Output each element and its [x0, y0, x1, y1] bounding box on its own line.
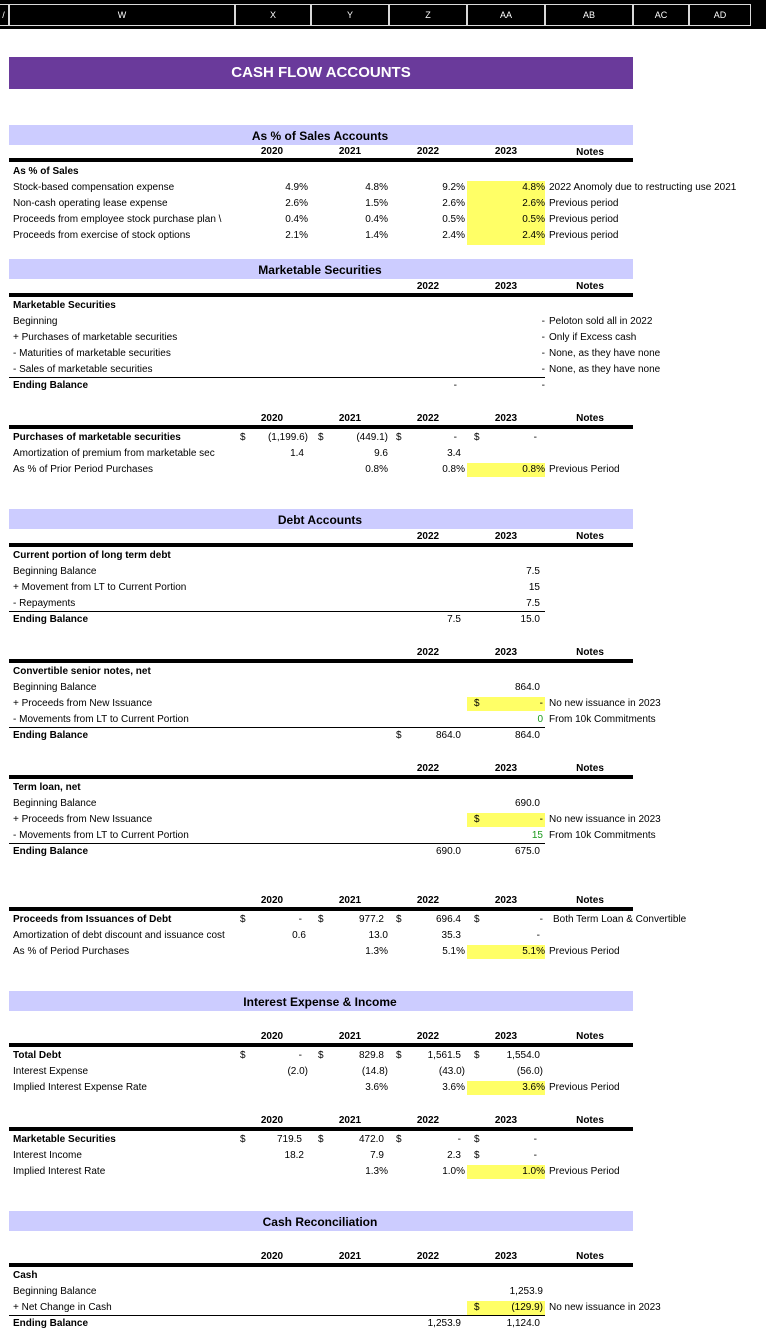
year-label: 2021: [338, 1031, 362, 1042]
row-label[interactable]: Amortization of debt discount and issuance cost: [13, 930, 225, 941]
notes-header: Notes: [576, 1115, 604, 1126]
section-label: As % of Sales: [13, 166, 79, 177]
cell-value[interactable]: (14.8): [361, 1066, 388, 1077]
row-label[interactable]: As % of Prior Period Purchases: [13, 464, 154, 475]
currency-symbol: $: [474, 914, 480, 925]
currency-symbol: $: [396, 730, 402, 741]
year-label: 2023: [494, 763, 518, 774]
cell-value[interactable]: 3.6%: [365, 1082, 388, 1093]
cell-value[interactable]: -: [298, 914, 302, 925]
cell-value[interactable]: 0.4%: [365, 214, 388, 225]
cell-value[interactable]: (449.1): [356, 432, 388, 443]
year-label: 2021: [338, 146, 362, 157]
cell-value[interactable]: 2.4%: [522, 230, 545, 241]
currency-symbol: $: [474, 1150, 480, 1161]
column-header-ab[interactable]: AB: [545, 4, 633, 26]
currency-symbol: $: [474, 814, 480, 825]
cell-value[interactable]: 1.0%: [522, 1166, 545, 1177]
cell-value[interactable]: 1,561.5: [427, 1050, 461, 1061]
notes-header: Notes: [576, 531, 604, 542]
cell-value[interactable]: 1,554.0: [506, 1050, 540, 1061]
cell-value[interactable]: (2.0): [287, 1066, 308, 1077]
year-label: 2020: [260, 1115, 284, 1126]
header-rule: [9, 543, 633, 547]
year-label: 2022: [416, 1251, 440, 1262]
currency-symbol: $: [474, 1134, 480, 1145]
cell-value[interactable]: 0.8%: [442, 464, 465, 475]
cell-value[interactable]: -: [536, 930, 540, 941]
row-label[interactable]: - Maturities of marketable securities: [13, 348, 171, 359]
debt-section-title: Debt Accounts: [277, 513, 363, 527]
row-label[interactable]: Stock-based compensation expense: [13, 182, 175, 193]
year-label: 2022: [416, 1115, 440, 1126]
section-label: Marketable Securities: [13, 300, 116, 311]
cell-value[interactable]: -: [298, 1050, 302, 1061]
cell-value[interactable]: -: [453, 432, 457, 443]
row-label[interactable]: Implied Interest Expense Rate: [13, 1082, 147, 1093]
year-label: 2022: [416, 531, 440, 542]
row-label[interactable]: Non-cash operating lease expense: [13, 198, 168, 209]
row-label[interactable]: Purchases of marketable securities: [13, 432, 181, 443]
currency-symbol: $: [318, 914, 324, 925]
cell-value[interactable]: -: [539, 914, 543, 925]
row-label[interactable]: - Movements from LT to Current Portion: [13, 714, 189, 725]
cell-value[interactable]: 0.5%: [442, 214, 465, 225]
currency-symbol: $: [474, 1050, 480, 1061]
row-label[interactable]: Amortization of premium from marketable sec: [13, 448, 215, 459]
row-label[interactable]: - Repayments: [13, 598, 76, 609]
currency-symbol: $: [240, 1050, 246, 1061]
year-label: 2021: [338, 413, 362, 424]
cell-value[interactable]: -: [539, 698, 543, 709]
cell-value[interactable]: -: [533, 1134, 537, 1145]
row-note[interactable]: Previous period: [549, 230, 619, 241]
row-note[interactable]: Both Term Loan & Convertible: [553, 914, 687, 925]
cell-value[interactable]: 690.0: [435, 846, 461, 857]
currency-symbol: $: [396, 1050, 402, 1061]
cell-value[interactable]: -: [533, 1150, 537, 1161]
column-header-w[interactable]: W: [9, 4, 235, 26]
row-note[interactable]: Only if Excess cash: [549, 332, 637, 343]
row-note[interactable]: From 10k Commitments: [549, 830, 656, 841]
ending-label: Ending Balance: [13, 730, 89, 741]
row-label[interactable]: Beginning Balance: [13, 798, 97, 809]
currency-symbol: $: [474, 432, 480, 443]
cell-value[interactable]: 864.0: [435, 730, 461, 741]
section-label: Cash: [13, 1270, 38, 1281]
interest-section-title: Interest Expense & Income: [243, 995, 397, 1009]
subtotal-rule: [9, 1315, 545, 1316]
cell-value[interactable]: 2.4%: [442, 230, 465, 241]
currency-symbol: $: [240, 914, 246, 925]
year-label: 2023: [494, 1031, 518, 1042]
row-note[interactable]: No new issuance in 2023: [549, 1302, 661, 1313]
currency-symbol: $: [240, 432, 246, 443]
row-label[interactable]: Beginning Balance: [13, 1286, 97, 1297]
cell-value[interactable]: 7.5: [526, 598, 540, 609]
column-header-aa[interactable]: AA: [467, 4, 545, 26]
year-label: 2021: [338, 1251, 362, 1262]
row-note[interactable]: 2022 Anomoly due to restructing use 2021: [549, 182, 737, 193]
year-label: 2022: [416, 1031, 440, 1042]
notes-header: Notes: [576, 1031, 604, 1042]
column-header-x[interactable]: X: [235, 4, 311, 26]
row-label[interactable]: Beginning: [13, 316, 58, 327]
cell-value[interactable]: 15.0: [520, 614, 540, 625]
year-label: 2022: [416, 647, 440, 658]
cell-value[interactable]: -: [453, 380, 457, 391]
column-header-z[interactable]: Z: [389, 4, 467, 26]
section-label: Current portion of long term debt: [13, 550, 171, 561]
row-label[interactable]: - Movements from LT to Current Portion: [13, 830, 189, 841]
year-label: 2020: [260, 895, 284, 906]
column-header-v[interactable]: /: [0, 4, 9, 26]
column-header-bar: [0, 0, 766, 29]
cell-value[interactable]: 2.6%: [522, 198, 545, 209]
notes-header: Notes: [576, 147, 604, 158]
year-label: 2022: [416, 146, 440, 157]
row-note[interactable]: Previous Period: [549, 1082, 620, 1093]
header-rule: [9, 293, 633, 297]
cell-value[interactable]: (129.9): [511, 1302, 543, 1313]
cell-value[interactable]: 3.4: [447, 448, 461, 459]
row-label[interactable]: - Sales of marketable securities: [13, 364, 153, 375]
notes-header: Notes: [576, 281, 604, 292]
ending-label: Ending Balance: [13, 1318, 89, 1329]
ending-label: Ending Balance: [13, 846, 89, 857]
year-label: 2023: [494, 1251, 518, 1262]
cell-value[interactable]: 864.0: [514, 682, 540, 693]
row-label[interactable]: As % of Period Purchases: [13, 946, 130, 957]
row-label[interactable]: Beginning Balance: [13, 682, 97, 693]
row-note[interactable]: Peloton sold all in 2022: [549, 316, 653, 327]
year-label: 2021: [338, 895, 362, 906]
cell-value[interactable]: 3.6%: [522, 1082, 545, 1093]
cell-value[interactable]: 1.3%: [365, 946, 388, 957]
header-rule: [9, 1127, 633, 1131]
mkt-section-title: Marketable Securities: [258, 263, 382, 277]
header-rule: [9, 775, 633, 779]
row-note[interactable]: Previous period: [549, 214, 619, 225]
row-label[interactable]: + Purchases of marketable securities: [13, 332, 178, 343]
cash-section-title: Cash Reconciliation: [262, 1215, 378, 1229]
cell-value[interactable]: 0.4%: [285, 214, 308, 225]
cell-value[interactable]: 675.0: [514, 846, 540, 857]
cell-value[interactable]: 2.6%: [442, 198, 465, 209]
column-header-ad[interactable]: AD: [689, 4, 751, 26]
cell-value[interactable]: 0.8%: [522, 464, 545, 475]
cell-value[interactable]: (43.0): [438, 1066, 465, 1077]
cell-value[interactable]: 4.8%: [365, 182, 388, 193]
currency-symbol: $: [318, 432, 324, 443]
currency-symbol: $: [396, 432, 402, 443]
cell-value[interactable]: 1.4: [290, 448, 304, 459]
notes-header: Notes: [576, 413, 604, 424]
cell-value[interactable]: 0.5%: [522, 214, 545, 225]
cell-value[interactable]: -: [539, 814, 543, 825]
row-label[interactable]: + Proceeds from New Issuance: [13, 698, 153, 709]
cell-value[interactable]: 15: [528, 582, 540, 593]
row-note[interactable]: Previous Period: [549, 464, 620, 475]
cell-value[interactable]: 18.2: [284, 1150, 304, 1161]
year-label: 2023: [494, 647, 518, 658]
cell-value[interactable]: -: [541, 332, 545, 343]
row-note[interactable]: Previous Period: [549, 946, 620, 957]
row-note[interactable]: Previous Period: [549, 1166, 620, 1177]
column-header-y[interactable]: Y: [311, 4, 389, 26]
row-label[interactable]: + Movement from LT to Current Portion: [13, 582, 187, 593]
year-label: 2022: [416, 413, 440, 424]
section-label: Convertible senior notes, net: [13, 666, 151, 677]
year-label: 2023: [494, 413, 518, 424]
year-label: 2020: [260, 1031, 284, 1042]
row-label[interactable]: Implied Interest Rate: [13, 1166, 106, 1177]
row-note[interactable]: From 10k Commitments: [549, 714, 656, 725]
cell-value[interactable]: 4.8%: [522, 182, 545, 193]
cell-value[interactable]: -: [541, 316, 545, 327]
currency-symbol: $: [474, 698, 480, 709]
currency-symbol: $: [318, 1134, 324, 1145]
header-rule: [9, 659, 633, 663]
row-label[interactable]: Marketable Securities: [13, 1134, 116, 1145]
cell-value[interactable]: 977.2: [358, 914, 384, 925]
year-label: 2020: [260, 1251, 284, 1262]
cell-value[interactable]: 690.0: [514, 798, 540, 809]
year-label: 2023: [494, 531, 518, 542]
sales-section-title: As % of Sales Accounts: [251, 129, 389, 143]
cell-value[interactable]: 1,253.9: [509, 1286, 543, 1297]
subtotal-rule: [9, 377, 545, 378]
cell-value[interactable]: 2.3: [447, 1150, 461, 1161]
subtotal-rule: [9, 843, 545, 844]
cell-value[interactable]: -: [457, 1134, 461, 1145]
cell-value[interactable]: 5.1%: [522, 946, 545, 957]
cell-value[interactable]: 1.0%: [442, 1166, 465, 1177]
cell-value[interactable]: 7.5: [526, 566, 540, 577]
row-note[interactable]: None, as they have none: [549, 364, 661, 375]
cell-value[interactable]: (56.0): [516, 1066, 543, 1077]
cell-value[interactable]: 2.1%: [285, 230, 308, 241]
row-label[interactable]: Interest Expense: [13, 1066, 89, 1077]
row-note[interactable]: None, as they have none: [549, 348, 661, 359]
cell-value[interactable]: 1,253.9: [427, 1318, 461, 1329]
year-label: 2023: [494, 895, 518, 906]
header-rule: [9, 1043, 633, 1047]
year-label: 2020: [260, 413, 284, 424]
cell-value[interactable]: 13.0: [368, 930, 388, 941]
header-rule: [9, 425, 633, 429]
cell-value[interactable]: 719.5: [276, 1134, 302, 1145]
cell-value[interactable]: 696.4: [435, 914, 461, 925]
year-label: 2022: [416, 281, 440, 292]
notes-header: Notes: [576, 763, 604, 774]
cell-value[interactable]: 864.0: [514, 730, 540, 741]
notes-header: Notes: [576, 647, 604, 658]
row-label[interactable]: Beginning Balance: [13, 566, 97, 577]
year-label: 2020: [260, 146, 284, 157]
cell-value[interactable]: 9.2%: [442, 182, 465, 193]
header-rule: [9, 1263, 633, 1267]
cell-value[interactable]: 0: [537, 714, 543, 725]
cell-value[interactable]: 829.8: [358, 1050, 384, 1061]
cell-value[interactable]: 0.8%: [365, 464, 388, 475]
row-label[interactable]: + Net Change in Cash: [13, 1302, 112, 1313]
currency-symbol: $: [396, 1134, 402, 1145]
cell-value[interactable]: 9.6: [374, 448, 388, 459]
row-label[interactable]: Proceeds from employee stock purchase plan \: [13, 214, 222, 225]
cell-value[interactable]: 0.6: [292, 930, 306, 941]
year-label: 2023: [494, 281, 518, 292]
header-rule: [9, 158, 633, 162]
cell-value[interactable]: 2.6%: [285, 198, 308, 209]
row-note[interactable]: No new issuance in 2023: [549, 698, 661, 709]
header-rule: [9, 907, 633, 911]
row-label[interactable]: Total Debt: [13, 1050, 62, 1061]
cell-value[interactable]: 7.5: [447, 614, 461, 625]
cell-value[interactable]: -: [541, 364, 545, 375]
page-title: CASH FLOW ACCOUNTS: [9, 57, 633, 89]
cell-value[interactable]: -: [541, 380, 545, 391]
cell-value[interactable]: 1.5%: [365, 198, 388, 209]
cell-value[interactable]: 472.0: [358, 1134, 384, 1145]
row-label[interactable]: + Proceeds from New Issuance: [13, 814, 153, 825]
ending-label: Ending Balance: [13, 380, 89, 391]
column-header-ac[interactable]: AC: [633, 4, 689, 26]
row-label[interactable]: Proceeds from exercise of stock options: [13, 230, 191, 241]
row-note[interactable]: Previous period: [549, 198, 619, 209]
currency-symbol: $: [318, 1050, 324, 1061]
section-label: Term loan, net: [13, 782, 81, 793]
cell-value[interactable]: (1,199.6): [267, 432, 308, 443]
subtotal-rule: [9, 727, 545, 728]
year-label: 2022: [416, 895, 440, 906]
cell-value[interactable]: -: [541, 348, 545, 359]
cell-value[interactable]: 5.1%: [442, 946, 465, 957]
cell-value[interactable]: 1,124.0: [506, 1318, 540, 1329]
cell-value[interactable]: 4.9%: [285, 182, 308, 193]
row-label[interactable]: Interest Income: [13, 1150, 82, 1161]
cell-value[interactable]: 35.3: [441, 930, 461, 941]
cell-value[interactable]: 1.3%: [365, 1166, 388, 1177]
cell-value[interactable]: 1.4%: [365, 230, 388, 241]
currency-symbol: $: [396, 914, 402, 925]
ending-label: Ending Balance: [13, 614, 89, 625]
row-note[interactable]: No new issuance in 2023: [549, 814, 661, 825]
currency-symbol: $: [240, 1134, 246, 1145]
subtotal-rule: [9, 611, 545, 612]
notes-header: Notes: [576, 895, 604, 906]
year-label: 2023: [494, 1115, 518, 1126]
cell-value[interactable]: 3.6%: [442, 1082, 465, 1093]
notes-header: Notes: [576, 1251, 604, 1262]
currency-symbol: $: [474, 1302, 480, 1313]
year-label: 2022: [416, 763, 440, 774]
cell-value[interactable]: 15: [531, 830, 543, 841]
row-label[interactable]: Proceeds from Issuances of Debt: [13, 914, 172, 925]
cell-value[interactable]: -: [533, 432, 537, 443]
year-label: 2021: [338, 1115, 362, 1126]
year-label: 2023: [494, 146, 518, 157]
cell-value[interactable]: 7.9: [370, 1150, 384, 1161]
